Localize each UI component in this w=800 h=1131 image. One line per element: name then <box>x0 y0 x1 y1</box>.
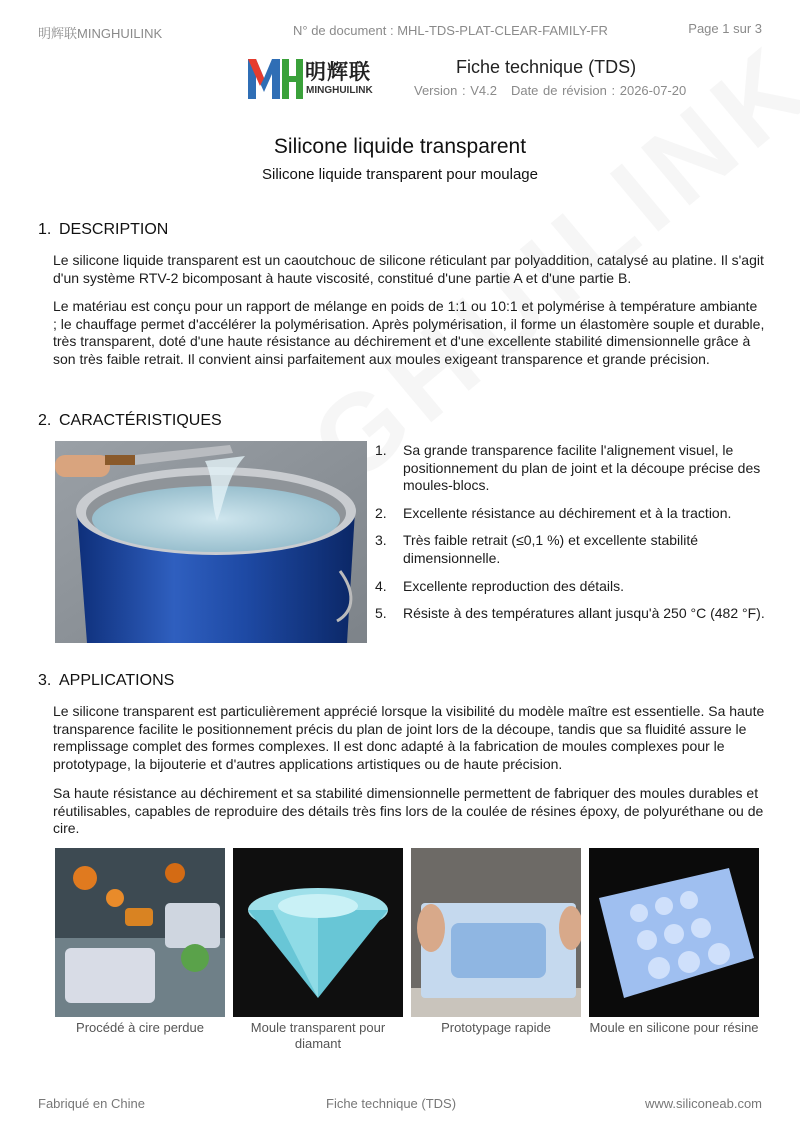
section-heading-description <box>38 221 168 239</box>
features-list <box>375 442 765 633</box>
description-paragraph-2: Le matériau est conçu pour un rapport de mélange en poids de 1:1 ou 10:1 et polymérise à température ambiante ; le chauffage permet d'accélérer la polymérisation. Après polymérisation, il forme un élastomère souple et durable, très transparent, doté d'une haute résistance au déchirement et d'une excellente stabilité dimensionnelle grâce à son très faible retrait. Il convient ainsi parfaitement aux moules exigeant transparence et grande précision. <box>53 298 765 367</box>
list-item: 2. Excellente résistance au déchirement et à la traction. <box>375 504 732 521</box>
list-item: 3. Très faible retrait (≤0,1 %) et excellente stabilité dimensionnelle. <box>375 532 699 566</box>
lost-wax-photo <box>55 848 225 1017</box>
list-item: 5. Résiste à des températures allant jusqu'à 250 °C (482 °F). <box>375 605 765 622</box>
revision-date: Date de révision : 2026-07-20 <box>510 83 687 98</box>
section-heading-features <box>38 412 222 430</box>
rapid-prototyping-photo <box>411 848 581 1017</box>
footer-doc-type: Fiche technique (TDS) <box>326 1096 457 1111</box>
silicone-bucket-photo <box>55 441 367 643</box>
gallery-item <box>233 848 403 1052</box>
tds-meta <box>414 83 686 98</box>
company-logo <box>247 56 387 100</box>
gallery-item <box>55 848 225 1036</box>
gallery-caption: Prototypage rapide <box>441 1020 551 1035</box>
gallery-item <box>589 848 759 1036</box>
page-header <box>38 23 762 41</box>
header-brand: 明辉联MINGHUILINK <box>38 26 163 41</box>
logo-english-name: MINGHUILINK <box>306 85 373 96</box>
applications-paragraph-2: Sa haute résistance au déchirement et sa stabilité dimensionnelle permettent de fabriquer des moules durables et réutilisables, capables de reproduire des détails très fins lors de la coulée de résines époxy, de polyuréthane ou de cire. <box>53 785 764 837</box>
document-title: Silicone liquide transparent <box>273 135 527 158</box>
section-number: 3. <box>38 672 52 689</box>
logo-mark-icon <box>247 56 305 100</box>
section-title: APPLICATIONS <box>59 672 175 689</box>
footer-website[interactable]: www.siliconeab.com <box>644 1096 762 1111</box>
section-title: CARACTÉRISTIQUES <box>59 412 222 429</box>
footer-origin: Fabriqué en Chine <box>38 1096 145 1111</box>
section-heading-applications <box>38 672 174 690</box>
list-item: 4. Excellente reproduction des détails. <box>375 577 625 594</box>
document-subtitle: Silicone liquide transparent pour moulage <box>261 166 538 183</box>
page-indicator: Page 1 sur 3 <box>688 21 762 36</box>
gallery-item <box>411 848 581 1036</box>
section-number: 1. <box>38 221 52 238</box>
gallery-caption: Moule en silicone pour résine <box>589 1020 759 1035</box>
section-number: 2. <box>38 412 52 429</box>
diamond-mold-photo <box>233 848 403 1017</box>
logo-chinese-name: 明辉联 <box>305 60 371 84</box>
application-gallery <box>55 848 760 1058</box>
tds-title: Fiche technique (TDS) <box>456 57 637 77</box>
page-footer <box>38 1096 762 1114</box>
version: Version : V4.2 <box>414 83 497 98</box>
gallery-caption: Procédé à cire perdue <box>76 1020 204 1035</box>
section-title: DESCRIPTION <box>59 221 169 238</box>
list-item: 1. Sa grande transparence facilite l'alignement visuel, le positionnement du plan de joint et la découpe précise des moules-blocs. <box>375 442 761 494</box>
description-paragraph-1: Le silicone liquide transparent est un caoutchouc de silicone réticulant par polyaddition, catalysé au platine. Il s'agit d'un système RTV-2 bicomposant à haute viscosité, constitué d'une partie A et d'une partie B. <box>53 252 764 286</box>
resin-mold-photo <box>589 848 759 1017</box>
document-number: N° de document : MHL-TDS-PLAT-CLEAR-FAMILY-FR <box>293 23 608 38</box>
gallery-caption: Moule transparent pour diamant <box>250 1020 386 1051</box>
applications-paragraph-1: Le silicone transparent est particulièrement apprécié lorsque la visibilité du modèle maître est essentielle. Sa haute transparence facilite le positionnement précis du plan de joint lors de la découpe, tandis que sa fluidité assure le remplissage complet des formes complexes. Il est donc adapté à la fabrication de moules complexes pour le prototypage, la bijouterie et d'autres applications artistiques ou de haute précision. <box>53 703 765 772</box>
